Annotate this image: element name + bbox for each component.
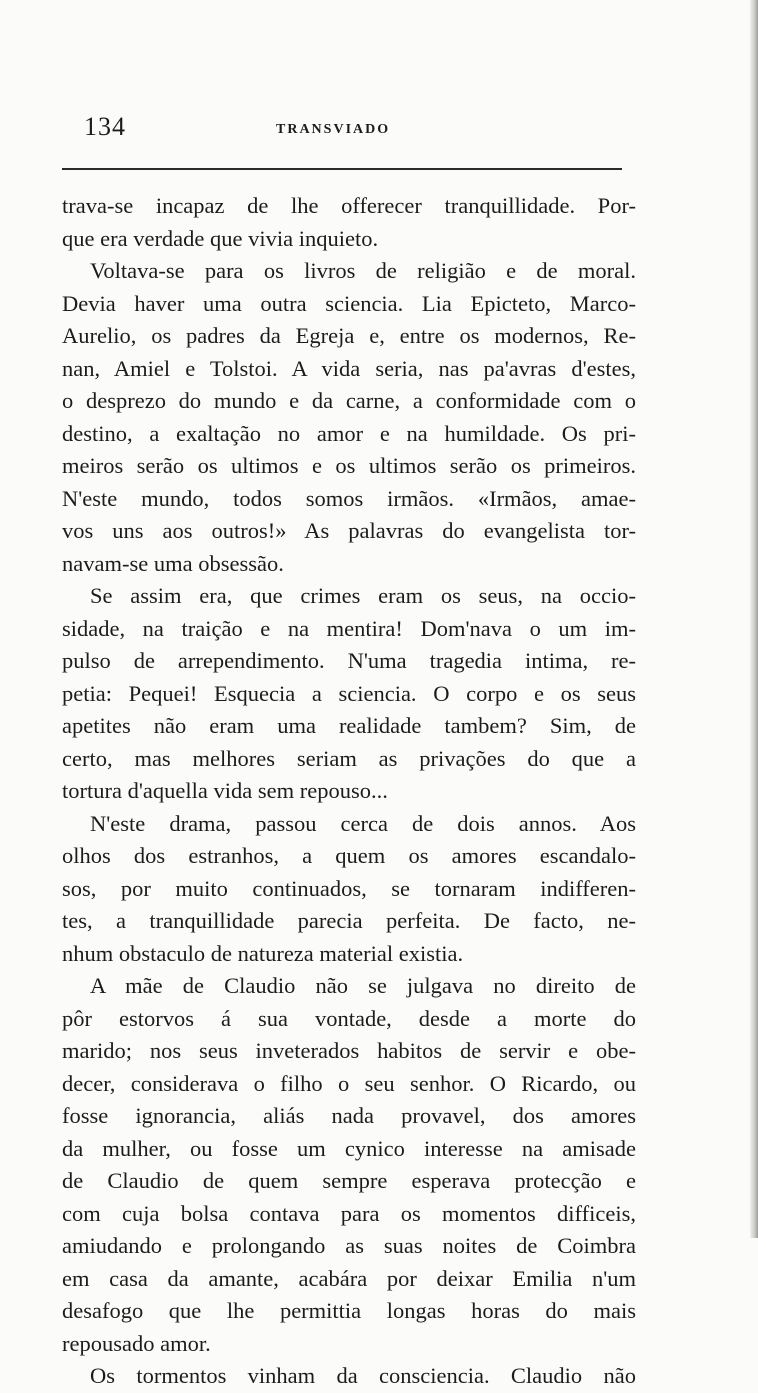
text-line: apetites não eram uma realidade tambem? Sim, de	[62, 713, 636, 738]
text-line: nan, Amiel e Tolstoi. A vida seria, nas pa'avras d'estes,	[62, 355, 636, 381]
text-line: pulso de arrependimento. N'uma tragedia intima, re-	[62, 648, 636, 673]
text-line: Aurelio, os padres da Egreja e, entre os modernos, Re-	[62, 323, 636, 348]
text-line: destino, a exaltação no amor e na humildade. Os pri-	[62, 420, 636, 446]
text-line: vos uns aos outros!» As palavras do evangelista tor-	[62, 518, 636, 543]
text-line: em casa da amante, acabára por deixar Emilia n'um	[62, 1265, 636, 1291]
text-line: petia: Pequei! Esquecia a sciencia. O corpo e os seus	[62, 680, 636, 706]
page-edge-shadow	[750, 0, 758, 1238]
text-line: amiudando e prolongando as suas noites de Coimbra	[62, 1233, 636, 1258]
text-line: tortura d'aquella vida sem repouso...	[62, 778, 388, 803]
text-line: decer, considerava o filho o seu senhor. O Ricardo, ou	[62, 1070, 636, 1096]
header-rule	[62, 168, 622, 170]
page-number: 134	[84, 112, 126, 141]
text-line: pôr estorvos á sua vontade, desde a morte do	[62, 1005, 636, 1031]
text-line: desafogo que lhe permittia longas horas do mais	[62, 1298, 636, 1323]
text-line: repousado amor.	[62, 1330, 211, 1356]
text-line: trava-se incapaz de lhe offerecer tranquillidade. Por-	[62, 193, 636, 218]
text-line: marido; nos seus inveterados habitos de servir e obe-	[62, 1038, 636, 1063]
text-line: que era verdade que vivia inquieto.	[62, 225, 379, 251]
text-line: Os tormentos vinham da consciencia. Claudio não	[90, 1363, 636, 1388]
text-line: de Claudio de quem sempre esperava protecção e	[62, 1168, 636, 1193]
text-line: com cuja bolsa contava para os momentos difficeis,	[62, 1200, 636, 1226]
text-line: N'este mundo, todos somos irmãos. «Irmãos, amae-	[62, 485, 636, 511]
text-line: Se assim era, que crimes eram os seus, na occio-	[90, 583, 636, 608]
running-title: TRANSVIADO	[276, 122, 391, 137]
text-line: tes, a tranquillidade parecia perfeita. De facto, ne-	[62, 908, 636, 933]
text-line: fosse ignorancia, aliás nada provavel, dos amores	[62, 1103, 636, 1128]
text-line: certo, mas melhores seriam as privações do que a	[62, 745, 636, 771]
text-line: Voltava-se para os livros de religião e de moral.	[90, 258, 636, 283]
text-line: navam-se uma obsessão.	[62, 550, 284, 576]
text-line: sos, por muito continuados, se tornaram indifferen-	[62, 875, 636, 901]
text-line: N'este drama, passou cerca de dois annos. Aos	[90, 810, 636, 836]
text-line: o desprezo do mundo e da carne, a conformidade com o	[62, 388, 636, 413]
text-line: meiros serão os ultimos e os ultimos serão os primeiros.	[62, 453, 636, 478]
text-line: da mulher, ou fosse um cynico interesse na amisade	[62, 1135, 636, 1161]
text-line: nhum obstaculo de natureza material existia.	[62, 940, 464, 966]
body-text	[62, 190, 636, 1393]
text-line: A mãe de Claudio não se julgava no direito de	[90, 973, 636, 998]
text-line: olhos dos estranhos, a quem os amores escandalo-	[62, 843, 636, 868]
text-line: Devia haver uma outra sciencia. Lia Epicteto, Marco-	[62, 290, 636, 316]
text-line: sidade, na traição e na mentira! Dom'nava o um im-	[62, 615, 636, 641]
